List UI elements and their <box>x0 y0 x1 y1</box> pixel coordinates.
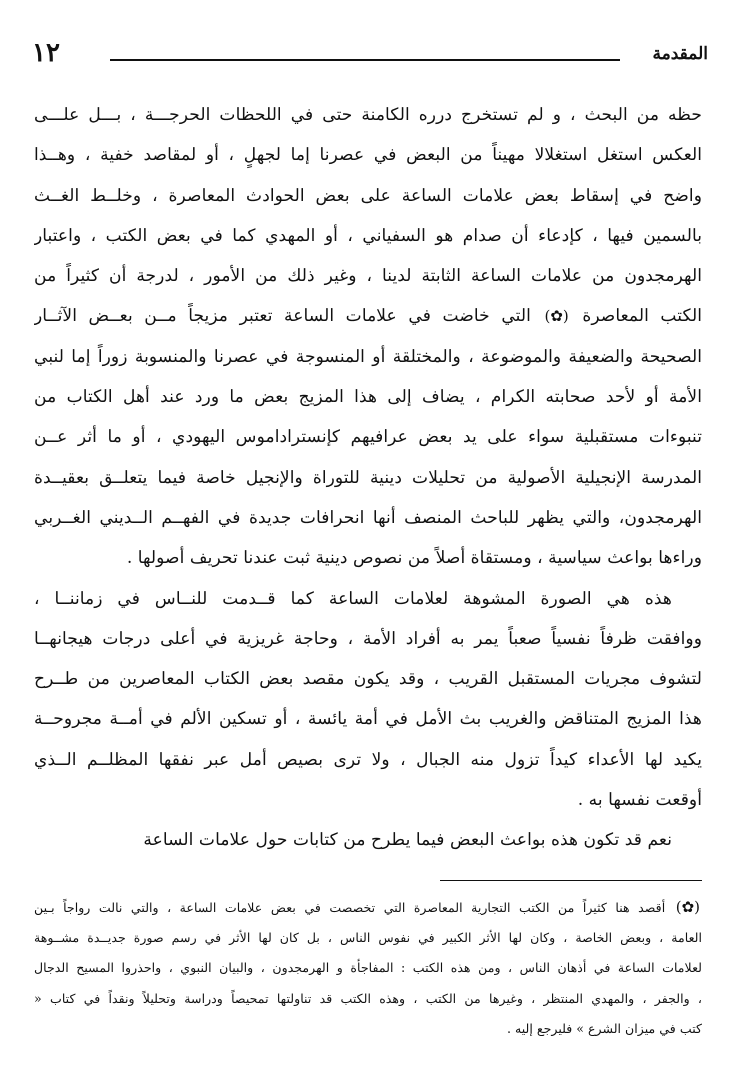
text-line: يكيد لها الأعداء كيداً تزول منه الجبال ، ولا ترى بصيص أمل عبر نفقها المظلــم الــذي <box>34 749 702 770</box>
footnote-line: العامة ، وبعض الخاصة ، وكان لها الأثر الكبير في نفوس الناس ، بل كان لها الأثر في رسم صورة جديــدة مشــوهة <box>34 929 702 945</box>
text-line: هذا المزيج المتناقض والغريب بث الأمل في أمة يائسة ، أو تسكين الألم في أمــة مجروحــة <box>34 709 702 730</box>
footnote-ref-marker: ✿ <box>550 307 563 326</box>
text-line: الهرمجدون، والتي يظهر للباحث المنصف أنها انحرافات جديدة في الفهــم الــديني الغــربي <box>34 507 702 528</box>
footnote-marker-icon: (✿) <box>675 898 700 916</box>
text-line: بالسمين فيها ، كإدعاء أن صدام هو السفياني ، أو المهدي كما في بعض الكتب ، واعتبار <box>34 225 702 246</box>
text-segment: الكتب المعاصرة <box>582 306 702 327</box>
body-text <box>34 95 702 861</box>
text-line: حظه من البحث ، و لم تستخرج درره الكامنة حتى في اللحظات الحرجـــة ، بـــل علـــى <box>34 105 702 125</box>
footnote-line: لعلامات الساعة في أذهان الناس ، ومن هذه الكتب : المفاجأة و الهرمجدون ، والبيان النبوي ، واحذروا المسيح الدجال <box>34 960 702 975</box>
text-line: ووافقت ظرفاً نفسياً صعباً يمر به أفراد الأمة ، وحاجة غريزية في أعلى درجات هيجانهــا <box>34 628 702 649</box>
footnote-line: كتب في ميزان الشرع » فليرجع إليه . <box>506 1021 702 1036</box>
text-line: الهرمجدون من علامات الساعة الثابتة لدينا ، وغير ذلك من الأمور ، لدرجة أن كثيراً من <box>34 266 702 287</box>
text-line: العكس استغل استغلالا مهيناً من البعض في عصرنا إما لجهلٍ ، أو لمقاصد خفية ، وهــذا <box>34 145 702 166</box>
footnote-marker: ✿ <box>681 898 695 916</box>
text-line: تنبوءات مستقبلية سواء على يد بعض عرافيهم كإنستراداموس اليهودي ، أو ما أثر عــن <box>34 427 702 448</box>
text-line: الصحيحة والضعيفة والموضوعة ، والمختلقة أو المنسوجة في عصرنا والمنسوبة زوراً إما لنبي <box>34 346 702 367</box>
text-line: أوقعت نفسها به . <box>577 790 702 811</box>
text-line: هذه هي الصورة المشوهة لعلامات الساعة كما قــدمت للنــاس في زماننــا ، <box>34 588 672 609</box>
page-header <box>32 38 708 82</box>
text-line: واضح في إسقاط بعض علامات الساعة على بعض الحوادث المعاصرة ، وخلــط الغــث <box>34 185 702 206</box>
footnote-line <box>34 892 702 923</box>
footnote-ref-icon: (✿) <box>544 307 569 326</box>
footnote-line: ، والجفر ، والمهدي المنتظر ، وغيرها من الكتب ، وهذه الكتب قد تناولتها تمحيصاً ودراسة وتحليلاً ونقداً في كتاب « <box>34 990 702 1006</box>
text-line: وراءها بواعث سياسية ، ومستقاة أصلاً من نصوص دينية ثبت عندنا تحريف أصولها . <box>126 548 702 569</box>
text-line-with-footnote-ref <box>34 296 702 336</box>
text-line: لتشوف مجريات المستقبل القريب ، وقد يكون مقصد بعض الكتاب المعاصرين من طــرح <box>34 669 702 690</box>
header-rule <box>110 59 620 61</box>
text-line: نعم قد تكون هذه بواعث البعض فيما يطرح من كتابات حول علامات الساعة <box>143 830 672 851</box>
chapter-title: المقدمة <box>652 44 708 64</box>
text-line: المدرسة الإنجيلية الأصولية من تحليلات دينية للتوراة والإنجيل خاصة فيما يتعلــق بعقيــدة <box>34 467 702 488</box>
footnote-text: أقصد هنا كثيراً من الكتب التجارية المعاصرة التي تخصصت في بعض علامات الساعة ، والتي نالت رواجاً بـين <box>34 900 666 915</box>
text-segment: التي خاضت في علامات الساعة تعتبر مزيجاً مــن بعــض الآثــار <box>34 306 531 327</box>
text-line: الأمة أو لأحد صحابته الكرام ، يضاف إلى هذا المزيج بعض ما ورد عند أهل الكتاب من <box>34 387 702 408</box>
footnotes <box>34 892 702 1045</box>
footnote-separator <box>440 880 702 881</box>
page-number: ١٢ <box>32 38 60 68</box>
